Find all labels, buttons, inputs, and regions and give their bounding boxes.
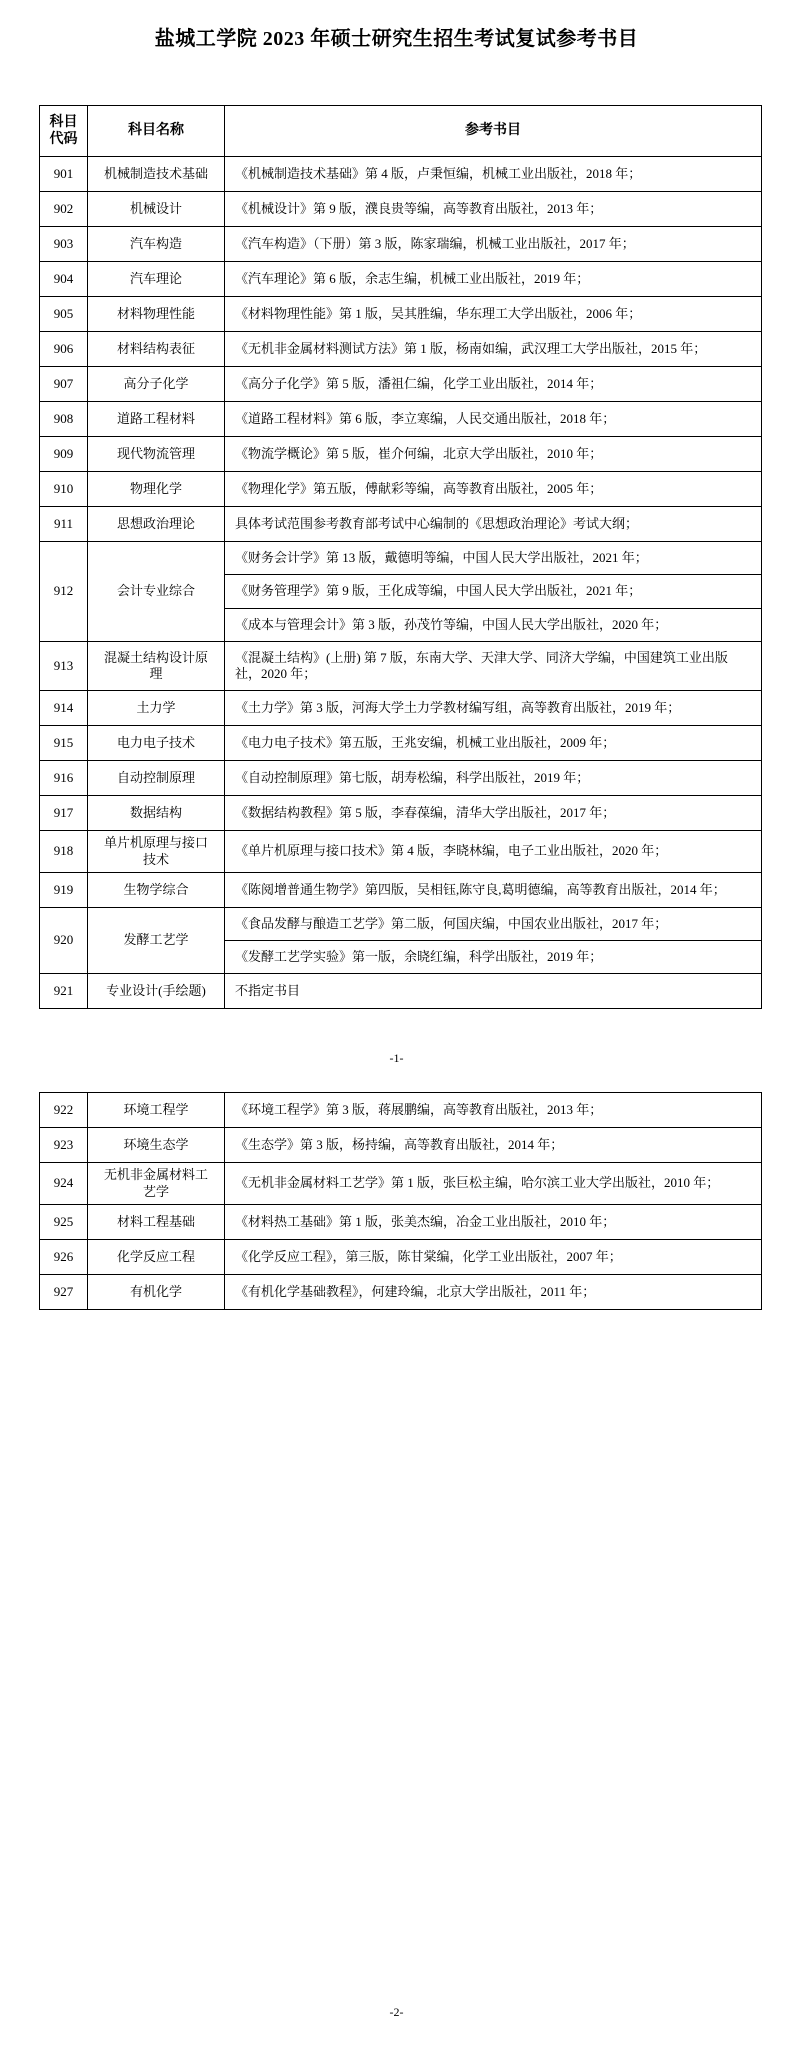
reference-books	[225, 1163, 762, 1205]
subject-code: 915	[40, 726, 88, 761]
subject-code: 902	[40, 192, 88, 227]
reference-table-page2	[39, 1092, 762, 1310]
table-row	[40, 1093, 762, 1128]
book-entry: 《成本与管理会计》第 3 版，孙茂竹等编，中国人民大学出版社，2020 年；	[225, 608, 761, 641]
book-entry: 《单片机原理与接口技术》第 4 版，李晓林编，电子工业出版社，2020 年；	[235, 843, 668, 859]
subject-name: 材料工程基础	[88, 1204, 225, 1239]
subject-name: 无机非金属材料工艺学	[88, 1163, 225, 1205]
reference-books	[225, 1239, 762, 1274]
table-row	[40, 507, 762, 542]
subject-name: 环境工程学	[88, 1093, 225, 1128]
subject-code: 907	[40, 367, 88, 402]
table-row	[40, 872, 762, 907]
book-entry: 《高分子化学》第 5 版，潘祖仁编，化学工业出版社，2014 年；	[235, 375, 603, 391]
table-row	[40, 192, 762, 227]
book-entry: 《电力电子技术》第五版，王兆安编，机械工业出版社，2009 年；	[235, 735, 616, 751]
subject-code: 910	[40, 472, 88, 507]
table-row	[40, 262, 762, 297]
book-entry: 《有机化学基础教程》，何建玲编，北京大学出版社，2011 年；	[235, 1283, 596, 1299]
reference-books	[225, 761, 762, 796]
subject-code: 925	[40, 1204, 88, 1239]
subject-code: 906	[40, 332, 88, 367]
subject-name: 会计专业综合	[88, 542, 225, 642]
table-row	[40, 1239, 762, 1274]
table-row	[40, 831, 762, 873]
book-entry: 《道路工程材料》第 6 版，李立寒编，人民交通出版社，2018 年；	[235, 410, 616, 426]
table-row	[40, 907, 762, 974]
reference-books	[225, 437, 762, 472]
subject-name: 思想政治理论	[88, 507, 225, 542]
reference-books	[225, 831, 762, 873]
subject-name: 机械制造技术基础	[88, 157, 225, 192]
page-title: 盐城工学院 2023 年硕士研究生招生考试复试参考书目	[154, 28, 639, 50]
subject-name: 混凝土结构设计原理	[88, 641, 225, 691]
subject-name: 发酵工艺学	[88, 907, 225, 974]
reference-books	[225, 1128, 762, 1163]
book-entry: 《无机非金属材料测试方法》第 1 版，杨南如编，武汉理工大学出版社，2015 年；	[235, 340, 707, 356]
reference-table-page1	[39, 105, 762, 1009]
book-entry: 《无机非金属材料工艺学》第 1 版，张巨松主编，哈尔滨工业大学出版社，2010 年；	[235, 1175, 720, 1191]
table-row	[40, 1128, 762, 1163]
page-number-2: -2-	[389, 2005, 404, 2019]
table-row	[40, 367, 762, 402]
table-row	[40, 297, 762, 332]
table-row	[40, 402, 762, 437]
table2-body	[40, 1093, 762, 1310]
subject-name: 生物学综合	[88, 872, 225, 907]
reference-books	[225, 367, 762, 402]
subject-code: 922	[40, 1093, 88, 1128]
subject-name: 材料结构表征	[88, 332, 225, 367]
subject-name: 现代物流管理	[88, 437, 225, 472]
subject-code: 927	[40, 1274, 88, 1309]
reference-books	[225, 157, 762, 192]
table-row	[40, 157, 762, 192]
subject-code: 923	[40, 1128, 88, 1163]
table-row	[40, 796, 762, 831]
table-row	[40, 542, 762, 642]
table-row	[40, 641, 762, 691]
subject-code: 917	[40, 796, 88, 831]
reference-books	[225, 691, 762, 726]
subject-name: 化学反应工程	[88, 1239, 225, 1274]
book-entry: 《发酵工艺学实验》第一版，余晓红编，科学出版社，2019 年；	[225, 940, 761, 973]
table-header-row	[40, 106, 762, 157]
subject-name: 环境生态学	[88, 1128, 225, 1163]
subject-code: 914	[40, 691, 88, 726]
table-row	[40, 726, 762, 761]
subject-name: 机械设计	[88, 192, 225, 227]
subject-code: 909	[40, 437, 88, 472]
reference-books	[225, 907, 762, 974]
header-subject-code: 科目代码	[40, 106, 88, 157]
subject-code: 913	[40, 641, 88, 691]
reference-books	[225, 192, 762, 227]
book-entry: 《物流学概论》第 5 版，崔介何编，北京大学出版社，2010 年；	[235, 445, 603, 461]
subject-name: 专业设计(手绘题)	[88, 974, 225, 1009]
book-entry: 《数据结构教程》第 5 版，李春葆编，清华大学出版社，2017 年；	[235, 805, 616, 821]
reference-books	[225, 402, 762, 437]
book-entry: 《混凝土结构》(上册) 第 7 版，东南大学、天津大学、同济大学编，中国建筑工业出版社，2020 年；	[235, 649, 728, 681]
reference-books	[225, 1274, 762, 1309]
subject-code: 920	[40, 907, 88, 974]
page-number-1: -1-	[389, 1051, 404, 1066]
table-row	[40, 332, 762, 367]
book-entry: 《环境工程学》第 3 版，蒋展鹏编，高等教育出版社，2013 年；	[235, 1102, 603, 1118]
table-row	[40, 472, 762, 507]
table-row	[40, 974, 762, 1009]
subject-code: 919	[40, 872, 88, 907]
book-entry: 《机械制造技术基础》第 4 版，卢秉恒编，机械工业出版社，2018 年；	[235, 165, 642, 181]
subject-name: 高分子化学	[88, 367, 225, 402]
book-entry: 《陈阅增普通生物学》第四版，吴相钰,陈守良,葛明德编，高等教育出版社，2014 年；	[235, 881, 726, 897]
reference-books	[225, 1093, 762, 1128]
book-entry: 《食品发酵与酿造工艺学》第二版，何国庆编，中国农业出版社，2017 年；	[235, 915, 668, 931]
reference-books	[225, 872, 762, 907]
subject-code: 901	[40, 157, 88, 192]
subject-name: 物理化学	[88, 472, 225, 507]
reference-books	[225, 974, 762, 1009]
book-entry: 《材料物理性能》第 1 版，吴其胜编，华东理工大学出版社，2006 年；	[235, 305, 642, 321]
book-entry: 具体考试范围参考教育部考试中心编制的《思想政治理论》考试大纲；	[235, 515, 639, 531]
subject-name: 土力学	[88, 691, 225, 726]
reference-books	[225, 542, 762, 642]
subject-code: 926	[40, 1239, 88, 1274]
book-entry: 不指定书目	[235, 983, 301, 999]
subject-name: 数据结构	[88, 796, 225, 831]
subject-name: 汽车理论	[88, 262, 225, 297]
book-entry: 《财务管理学》第 9 版，王化成等编，中国人民大学出版社，2021 年；	[225, 574, 761, 607]
book-entry: 《物理化学》第五版，傅献彩等编，高等教育出版社，2005 年；	[235, 480, 603, 496]
subject-code: 912	[40, 542, 88, 642]
reference-books	[225, 227, 762, 262]
subject-code: 916	[40, 761, 88, 796]
subject-code: 904	[40, 262, 88, 297]
subject-code: 903	[40, 227, 88, 262]
book-entry: 《生态学》第 3 版，杨持编，高等教育出版社，2014 年；	[235, 1137, 564, 1153]
subject-code: 921	[40, 974, 88, 1009]
book-entry: 《自动控制原理》第七版，胡寿松编，科学出版社，2019 年；	[235, 770, 590, 786]
header-subject-name: 科目名称	[88, 106, 225, 157]
reference-books	[225, 262, 762, 297]
reference-books	[225, 297, 762, 332]
reference-books	[225, 472, 762, 507]
book-entry: 《汽车构造》（下册）第 3 版，陈家瑞编，机械工业出版社，2017 年；	[235, 235, 635, 251]
reference-books	[225, 796, 762, 831]
subject-name: 材料物理性能	[88, 297, 225, 332]
book-entry: 《土力学》第 3 版，河海大学土力学教材编写组，高等教育出版社，2019 年；	[235, 700, 681, 716]
header-reference-books: 参考书目	[225, 106, 762, 157]
subject-code: 924	[40, 1163, 88, 1205]
subject-code: 911	[40, 507, 88, 542]
subject-name: 自动控制原理	[88, 761, 225, 796]
subject-code: 908	[40, 402, 88, 437]
subject-name: 有机化学	[88, 1274, 225, 1309]
table-row	[40, 1274, 762, 1309]
table-row	[40, 227, 762, 262]
reference-books	[225, 332, 762, 367]
table-row	[40, 691, 762, 726]
subject-code: 918	[40, 831, 88, 873]
subject-name: 电力电子技术	[88, 726, 225, 761]
reference-books	[225, 726, 762, 761]
table-row	[40, 1163, 762, 1205]
book-entry: 《汽车理论》第 6 版，余志生编，机械工业出版社，2019 年；	[235, 270, 590, 286]
subject-name: 汽车构造	[88, 227, 225, 262]
table-row	[40, 1204, 762, 1239]
subject-name: 单片机原理与接口技术	[88, 831, 225, 873]
book-entry: 《化学反应工程》，第三版，陈甘棠编，化学工业出版社，2007 年；	[235, 1248, 622, 1264]
table-row	[40, 437, 762, 472]
reference-books	[225, 507, 762, 542]
book-entry: 《材料热工基础》第 1 版，张美杰编，冶金工业出版社，2010 年；	[235, 1213, 616, 1229]
book-entry: 《机械设计》第 9 版，濮良贵等编，高等教育出版社，2013 年；	[235, 200, 603, 216]
subject-code: 905	[40, 297, 88, 332]
book-entry: 《财务会计学》第 13 版，戴德明等编，中国人民大学出版社，2021 年；	[235, 550, 648, 565]
table-row	[40, 761, 762, 796]
table1-body	[40, 157, 762, 1009]
reference-books	[225, 641, 762, 691]
subject-name: 道路工程材料	[88, 402, 225, 437]
reference-books	[225, 1204, 762, 1239]
